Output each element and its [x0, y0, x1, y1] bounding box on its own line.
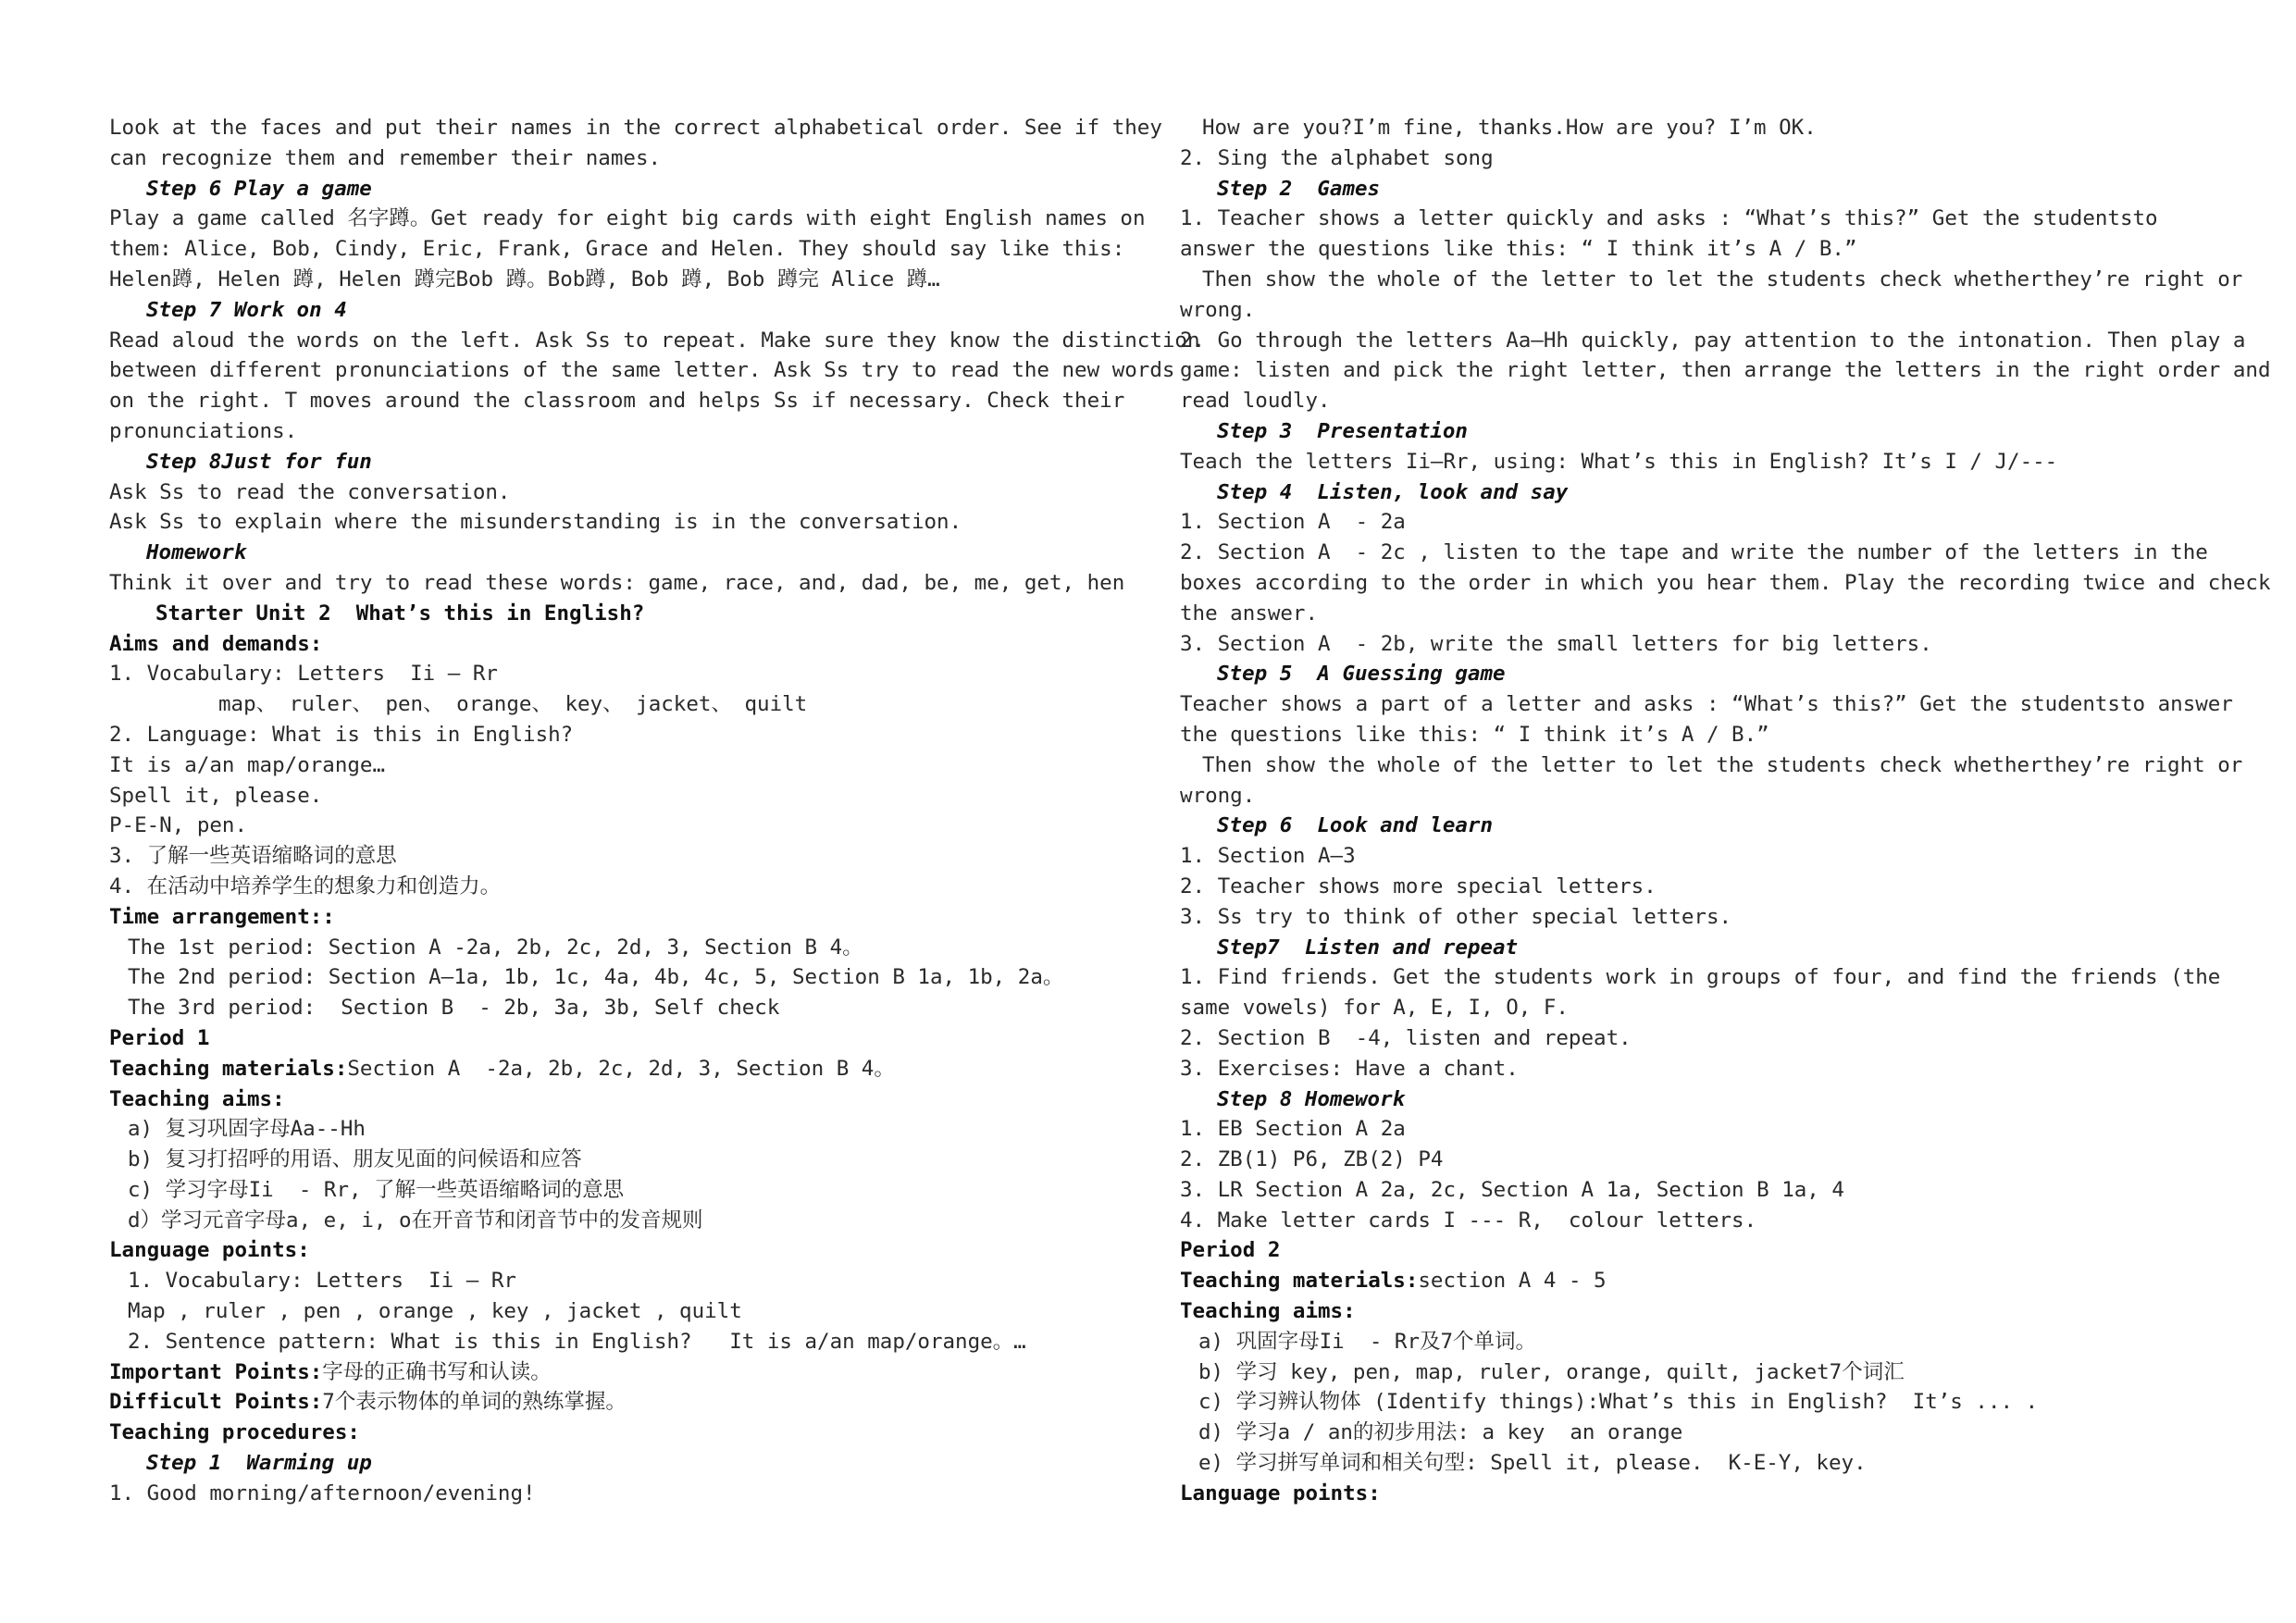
- label: Teaching materials:: [1180, 1269, 1419, 1294]
- text-line: answer the questions like this: “ I think it’s A / B.”: [1180, 237, 1857, 262]
- text-line: game: listen and pick the right letter, then arrange the letters in the right order and: [1180, 358, 2271, 383]
- aim-item: d）学习元音字母a, e, i, o在开音节和闭音节中的发音规则: [128, 1208, 703, 1233]
- difficult-points-line: [109, 1387, 1136, 1418]
- text-line: the answer.: [1180, 601, 1319, 626]
- text-line: between different pronunciations of the same letter. Ask Ss try to read the new words: [109, 358, 1175, 383]
- text-line: Teacher shows a part of a letter and asks : “What’s this?” Get the studentsto answer: [1180, 692, 2233, 717]
- section-heading: Aims and demands:: [109, 631, 323, 656]
- left-column: [109, 113, 1200, 1509]
- text-line: Then show the whole of the letter to let the students check whetherthey’re right or: [1202, 752, 2243, 777]
- period-heading: Period 2: [1180, 1238, 1281, 1263]
- text-line: 2. Section A - 2c , listen to the tape and write the number of the letters in the: [1180, 540, 2208, 565]
- text-line: 3. LR Section A 2a, 2c, Section A 1a, Section B 1a, 4: [1180, 1177, 1844, 1202]
- text-line: 2. Go through the letters Aa—Hh quickly, pay attention to the intonation. Then play a: [1180, 328, 2246, 353]
- text-line: 3. 了解一些英语缩略词的意思: [109, 844, 397, 869]
- text-line: Think it over and try to read these words: game, race, and, dad, be, me, get, hen: [109, 570, 1125, 595]
- value: Section A -2a, 2b, 2c, 2d, 3, Section B 4。: [347, 1056, 895, 1081]
- section-heading: Teaching aims:: [109, 1086, 285, 1111]
- label: Important Points:: [109, 1359, 323, 1384]
- text-line: 2. Language: What is this in English?: [109, 722, 574, 747]
- text-line: wrong.: [1180, 783, 1256, 808]
- step-heading: Step 6 Play a game: [146, 176, 372, 201]
- text-line: boxes according to the order in which you hear them. Play the recording twice and check: [1180, 570, 2271, 595]
- value: section A 4 - 5: [1418, 1269, 1607, 1294]
- text-line: 1. Find friends. Get the students work in groups of four, and find the friends (the: [1180, 965, 2221, 990]
- text-line: 4. Make letter cards I --- R, colour letters.: [1180, 1208, 1757, 1233]
- step-heading: Step 5 A Guessing game: [1217, 662, 1506, 687]
- step-heading: Step 8 Homework: [1217, 1086, 1406, 1111]
- text-line: Ask Ss to explain where the misunderstanding is in the conversation.: [109, 510, 962, 535]
- step-heading: Step 7 Work on 4: [146, 297, 347, 322]
- text-line: P-E-N, pen.: [109, 813, 248, 838]
- text-line: Look at the faces and put their names in the correct alphabetical order. See if they: [109, 116, 1162, 140]
- step-heading: Step 1 Warming up: [146, 1451, 372, 1476]
- text-line: How are you?I’m fine, thanks.How are you? I’m OK.: [1202, 116, 1817, 140]
- step-heading: Step 4 Listen, look and say: [1217, 479, 1569, 504]
- text-line: 1. Good morning/afternoon/evening!: [109, 1481, 536, 1505]
- section-heading: Language points:: [109, 1238, 310, 1263]
- important-points-line: [109, 1357, 1136, 1388]
- period-line: The 1st period: Section A -2a, 2b, 2c, 2d, 3, Section B 4。: [128, 935, 863, 960]
- unit-title: Starter Unit 2 What’s this in English?: [155, 601, 645, 626]
- value: 7个表示物体的单词的熟练掌握。: [322, 1390, 627, 1415]
- text-line: 1. EB Section A 2a: [1180, 1117, 1406, 1142]
- step-heading: Step 6 Look and learn: [1217, 813, 1494, 838]
- text-line: 2. Sing the alphabet song: [1180, 145, 1494, 170]
- text-line: Map , ruler , pen , orange , key , jacket , quilt: [128, 1299, 742, 1324]
- label: Difficult Points:: [109, 1390, 323, 1415]
- section-heading: Teaching procedures:: [109, 1420, 360, 1445]
- text-line: wrong.: [1180, 297, 1256, 322]
- step-heading: Step 8Just for fun: [146, 449, 372, 474]
- text-line: 1. Section A—3: [1180, 844, 1356, 869]
- text-line: 1. Teacher shows a letter quickly and asks : “What’s this?” Get the studentsto: [1180, 206, 2158, 231]
- text-line: Ask Ss to read the conversation.: [109, 479, 511, 504]
- teaching-materials-line: [1180, 1266, 2207, 1296]
- text-line: 3. Section A - 2b, write the small letters for big letters.: [1180, 631, 1932, 656]
- text-line: 2. Section B -4, listen and repeat.: [1180, 1025, 1632, 1050]
- section-heading: Time arrangement::: [109, 904, 335, 929]
- text-line: 2. ZB(1) P6, ZB(2) P4: [1180, 1147, 1444, 1172]
- step-heading: Step 3 Presentation: [1217, 418, 1468, 443]
- text-line: 4. 在活动中培养学生的想象力和创造力。: [109, 873, 502, 898]
- aim-item: a) 复习巩固字母Aa--Hh: [128, 1117, 366, 1142]
- text-line: 1. Vocabulary: Letters Ii — Rr: [128, 1269, 516, 1294]
- text-line: Read aloud the words on the left. Ask Ss to repeat. Make sure they know the distinction: [109, 328, 1200, 353]
- period-heading: Period 1: [109, 1025, 210, 1050]
- text-line: read loudly.: [1180, 389, 1331, 414]
- teaching-materials-line: [109, 1054, 1136, 1084]
- right-column: [1180, 113, 2271, 1509]
- text-line: 1. Vocabulary: Letters Ii — Rr: [109, 662, 498, 687]
- text-line: 1. Section A - 2a: [1180, 510, 1406, 535]
- text-line: them: Alice, Bob, Cindy, Eric, Frank, Grace and Helen. They should say like this:: [109, 237, 1125, 262]
- text-line: Play a game called 名字蹲。Get ready for eight big cards with eight English names on: [109, 206, 1146, 231]
- step-heading: Step7 Listen and repeat: [1217, 935, 1519, 960]
- text-line: the questions like this: “ I think it’s A / B.”: [1180, 722, 1769, 747]
- text-line: It is a/an map/orange…: [109, 752, 386, 777]
- text-line: can recognize them and remember their names.: [109, 145, 662, 170]
- text-line: Then show the whole of the letter to let the students check whetherthey’re right or: [1202, 266, 2243, 291]
- aim-item: b) 学习 key, pen, map, ruler, orange, quilt, jacket7个词汇: [1198, 1359, 1905, 1384]
- text-line: 3. Exercises: Have a chant.: [1180, 1056, 1519, 1081]
- section-heading: Language points:: [1180, 1481, 1381, 1505]
- aim-item: b) 复习打招呼的用语、朋友见面的问候语和应答: [128, 1147, 582, 1172]
- aim-item: e) 学习拼写单词和相关句型: Spell it, please. K-E-Y, key.: [1198, 1451, 1867, 1476]
- step-heading: Step 2 Games: [1217, 176, 1381, 201]
- period-line: The 2nd period: Section A—1a, 1b, 1c, 4a, 4b, 4c, 5, Section B 1a, 1b, 2a。: [128, 965, 1064, 990]
- aim-item: c) 学习字母Ii - Rr, 了解一些英语缩略词的意思: [128, 1177, 625, 1202]
- vocabulary-line: map、 ruler、 pen、 orange、 key、 jacket、 quilt: [218, 692, 808, 717]
- aim-item: c) 学习辨认物体 (Identify things):What’s this in English? It’s ... .: [1198, 1390, 2039, 1415]
- text-line: on the right. T moves around the classroom and helps Ss if necessary. Check their: [109, 389, 1125, 414]
- value: 字母的正确书写和认读。: [322, 1359, 552, 1384]
- text-line: 3. Ss try to think of other special letters.: [1180, 904, 1732, 929]
- aim-item: d) 学习a / an的初步用法: a key an orange: [1198, 1420, 1683, 1445]
- text-line: 2. Sentence pattern: What is this in English? It is a/an map/orange。…: [128, 1329, 1026, 1354]
- period-line: The 3rd period: Section B - 2b, 3a, 3b, Self check: [128, 996, 780, 1021]
- text-line: 2. Teacher shows more special letters.: [1180, 873, 1657, 898]
- text-line: pronunciations.: [109, 418, 298, 443]
- section-heading: Teaching aims:: [1180, 1299, 1356, 1324]
- text-line: Spell it, please.: [109, 783, 323, 808]
- label: Teaching materials:: [109, 1056, 348, 1081]
- aim-item: a) 巩固字母Ii - Rr及7个单词。: [1198, 1329, 1537, 1354]
- text-line: Teach the letters Ii—Rr, using: What’s this in English? It’s I / J/---: [1180, 449, 2058, 474]
- homework-heading: Homework: [146, 540, 247, 565]
- text-line: same vowels) for A, E, I, O, F.: [1180, 996, 1569, 1021]
- text-line: Helen蹲, Helen 蹲, Helen 蹲完Bob 蹲。Bob蹲, Bob 蹲, Bob 蹲完 Alice 蹲…: [109, 266, 940, 291]
